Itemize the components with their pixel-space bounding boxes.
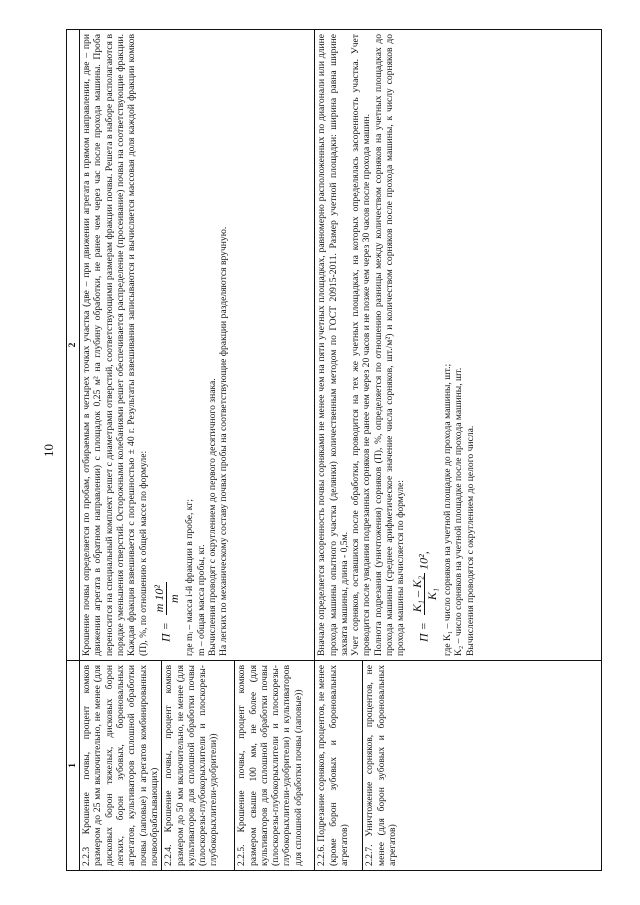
method-cell [80, 30, 315, 661]
method-cell [315, 30, 602, 661]
formula-lhs: П = [158, 622, 173, 642]
formula-fraction [152, 582, 181, 615]
rotated-page [40, 30, 602, 871]
method-text: Вычисления проводят с округлением до первого десятичного знака. [206, 378, 218, 656]
method-text: Крошение почвы определяется по пробам, отбираемым в четырех точках участка (две – при движении агрегата в прямом направлении, две – при движении агрегата в обратном направлении) с площадок 0,25 м² на глубину обработки, не ранее чем через час после прохода машины. Проба переносится на специальный комплект решет с диаметрами отверстий, соответствующими размерам фракции почвы. Решета в наборе располагаются в порядке уменьшения отверстий. Осторожными колебаниями решет обеспечивается распределение (просеивание) почвы на соответствующие фракции. Каждая фракция взвешивается с погрешностью ± 40 г. Результаты взвешивания записываются и вычисляется массовая доля каждой фракции комков (П), %, по отношению к общей массе по формуле: [81, 34, 149, 656]
formula [410, 34, 439, 642]
indicator-cell: 2.2.4. Крошение почвы, процент комков размером до 50 мм включительно, не менее (для культиваторов для сплошной обработки почвы (плоскорезы-глубокорыхлители и плоскорезы-глубокорыхлители-удобрители)) [162, 661, 235, 871]
formula-where-1: где mᵢ – масса i-й фракции в пробе, кг; [184, 498, 196, 656]
table-header-row [67, 30, 80, 871]
column-header-1: 1 [67, 661, 80, 871]
method-text: Вычисления проводятся с округлением до целого числа. [464, 425, 476, 656]
formula-where-1: где K₁ – число сорняков на учетной площадке до прохода машины, шт.; [442, 363, 453, 656]
method-text: Полнота подрезания (уничтожения) сорняков (П), %, определяется по отношению разницы между количеством сорняков на учетных площадках до прохода машины (среднее арифметическое значение числа сорняков, шт./м²) и количеством сорняков после прохода машины, к числу сорняков до прохода машины вычисляется по формуле: [372, 34, 407, 656]
formula-denominator: K₁ [424, 587, 439, 601]
formula-fraction [410, 573, 439, 615]
indicator-cell: 2.2.5. Крошение почвы, процент комков размером свыше 100 мм, не более (для культиваторов для сплошной обработки почвы (плоскорезы-глубокорыхлители и плоскорезы-глубокорыхлители-удобрители) и культиваторов для сплошной обработки почвы (лаповые)) [235, 661, 315, 871]
column-header-2: 2 [67, 30, 80, 661]
indicator-cell: 2.2.3 Крошение почвы, процент комков размером до 25 мм включительно, не менее (для дисковых борон тяжелых, дисковых борон легких, борон зубовых, бороновальных агрегатов, культиваторов сплошной обработки почвы (лаповые) и агрегатов комбинированных почвообрабатывающих) [80, 661, 162, 871]
table-row [315, 30, 363, 871]
method-text: На легких по механическому составу почвах пробы на соответствующие фракции разделяются вручную. [218, 226, 230, 656]
formula-denominator: m [167, 594, 182, 603]
formula-tail: 10², [416, 551, 431, 570]
requirements-table [66, 29, 602, 871]
page-number: 10 [41, 444, 56, 457]
formula [152, 34, 181, 642]
formula-lhs: П = [416, 622, 431, 642]
method-text: Вначале определяется засоренность почвы сорняками не менее чем на пяти учетных площадках, равномерно расположенных по диагонали или длине прохода машины опытного участка (делянки) количественным методом по ГОСТ 20915-2011. Размер учетной площадки: ширина равна ширине захвата машины, длина - 0,5м. [316, 34, 350, 656]
formula-numerator: m 10² [152, 582, 167, 615]
method-text: Учет сорняков, оставшихся после обработки, проводится на тех же учетных площадках, на которых определялась засоренность участка. Учет проводится после увядания подрезанных сорняков не ранее чем через 20 часов и не позже чем через 30 часов после прохода машин. [350, 34, 373, 656]
formula-where-2: m – общая масса пробы, кг. [195, 544, 207, 656]
formula-numerator: K₁ – K₂ [410, 573, 425, 615]
indicator-cell: 2.2.6. Подрезание сорняков, процентов, не менее (кроме борон зубовых и бороновальных агрегатов) [315, 661, 363, 871]
table-row [80, 30, 162, 871]
indicator-cell: 2.2.7. Уничтожение сорняков, процентов, не менее (для борон зубовых и бороновальных агрегатов) [363, 661, 602, 871]
formula-where-2: K₂ – число сорняков на учетной площадке после прохода машины, шт. [453, 367, 465, 656]
